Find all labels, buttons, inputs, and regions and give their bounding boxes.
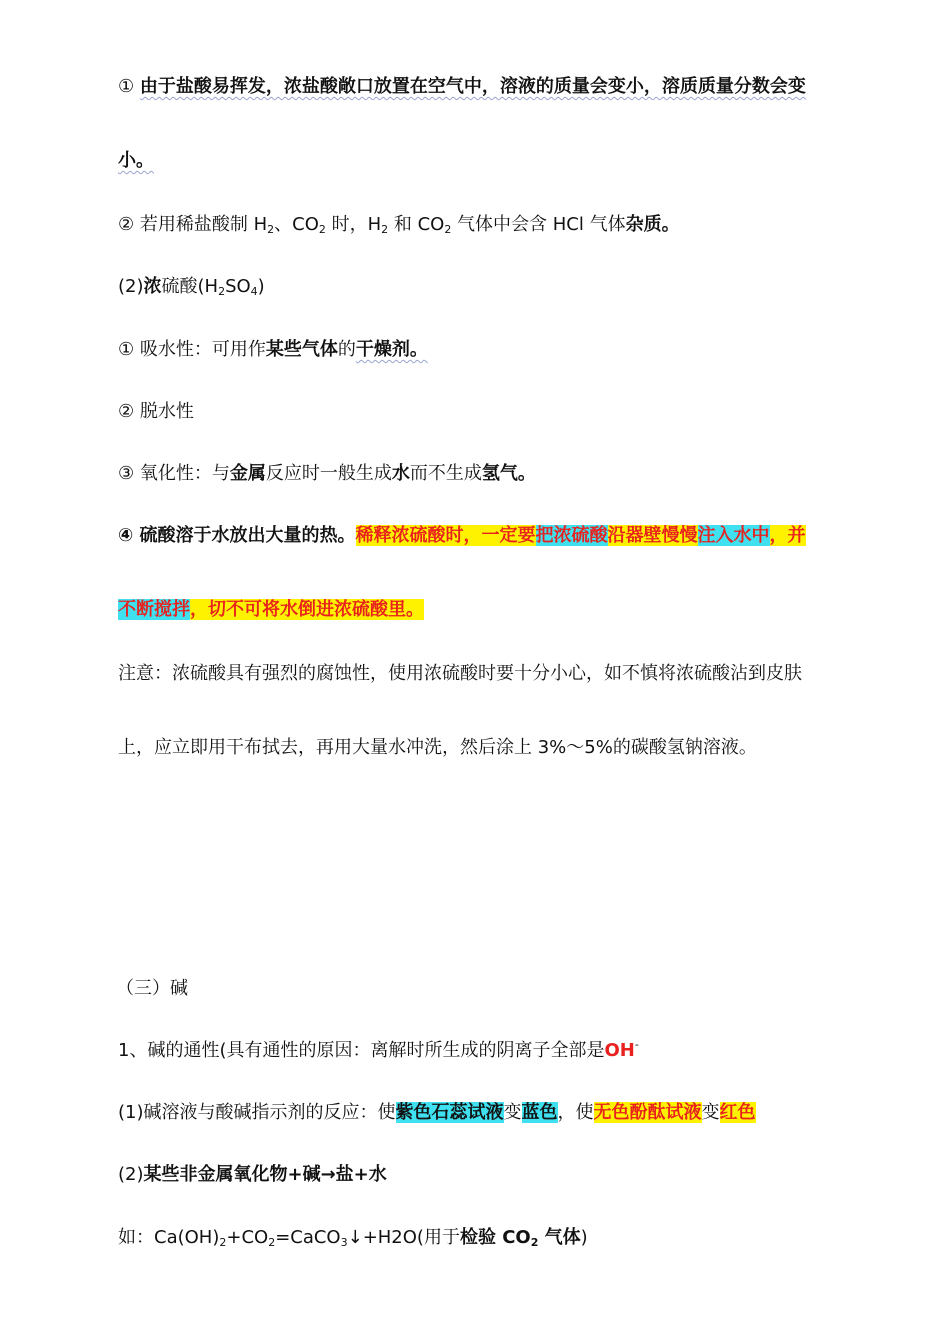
para-water-absorption <box>118 337 428 363</box>
text: ↓+H2O(用于 <box>347 1227 460 1248</box>
section-title: （三）碱 <box>116 978 188 999</box>
highlighted-text: 稀释浓硫酸时，一定要 <box>355 525 536 546</box>
text: 变 <box>503 1102 522 1123</box>
text: 时，H <box>325 214 382 235</box>
text: ② 若用稀盐酸制 H <box>118 214 268 235</box>
text: (2) <box>118 276 144 297</box>
text: =CaCO <box>275 1227 341 1248</box>
bold-text: 浓 <box>143 276 162 297</box>
text: (2) <box>118 1164 144 1185</box>
subscript: 2 <box>219 1236 227 1249</box>
subscript: 2 <box>530 1236 539 1249</box>
highlighted-text: 不断搅拌 <box>118 599 190 620</box>
text: 和 CO <box>388 214 445 235</box>
subscript: 2 <box>381 223 389 236</box>
para-caution-cont <box>118 735 757 761</box>
text: +CO <box>226 1227 269 1248</box>
bold-text: 干燥剂。 <box>355 339 428 360</box>
highlighted-text: 红色 <box>719 1102 756 1123</box>
subscript: 2 <box>444 223 452 236</box>
para-dilution-heat <box>118 523 806 549</box>
bold-text: 检验 CO <box>459 1227 531 1248</box>
text: ① 吸水性：可用作 <box>118 339 266 360</box>
para-dilution-heat-cont <box>118 597 424 623</box>
highlighted-text: ，并 <box>769 525 806 546</box>
highlighted-text: 把浓硫酸 <box>535 525 608 546</box>
highlighted-text: 无色酚酞试液 <box>593 1102 702 1123</box>
text: ，使 <box>557 1102 594 1123</box>
bold-text: 杂质。 <box>625 214 680 235</box>
text: 的 <box>337 339 356 360</box>
para-nonmetal-oxide <box>118 1162 387 1188</box>
subscript: 3 <box>340 1236 348 1249</box>
text: SO <box>225 276 251 297</box>
text: 注意：浓硫酸具有强烈的腐蚀性，使用浓硫酸时要十分小心，如不慎将浓硫酸沾到皮肤 <box>118 663 802 684</box>
highlighted-text: ，切不可将水倒进浓硫酸里。 <box>190 599 424 620</box>
text: 气体中会含 HCl 气体 <box>451 214 626 235</box>
bold-text: ④ 硫酸溶于水放出大量的热。 <box>118 525 356 546</box>
para-base-general <box>118 1038 639 1064</box>
para-example-equation <box>118 1225 588 1251</box>
bold-text: 水 <box>391 463 410 484</box>
bold-text: 某些气体 <box>265 339 338 360</box>
text: ) <box>257 276 265 297</box>
superscript: - <box>634 1038 639 1051</box>
text: (1)碱溶液与酸碱指示剂的反应：使 <box>118 1102 396 1123</box>
section-heading-bases <box>116 976 188 1002</box>
subscript: 2 <box>218 285 226 298</box>
subscript: 2 <box>318 223 326 236</box>
text: 反应时一般生成 <box>265 463 392 484</box>
highlighted-text: 蓝色 <box>521 1102 558 1123</box>
para-hcl-volatility <box>118 74 806 100</box>
text: 变 <box>701 1102 720 1123</box>
text: ③ 氧化性：与 <box>118 463 230 484</box>
bold-text: 金属 <box>229 463 266 484</box>
text: ② 脱水性 <box>118 401 194 422</box>
heading-sulfuric-acid <box>118 274 265 300</box>
bold-text: 气体 <box>538 1227 581 1248</box>
highlighted-text: 沿器壁慢慢 <box>607 525 698 546</box>
circled-number: ① <box>118 76 135 97</box>
text: 而不生成 <box>409 463 482 484</box>
text: 如：Ca(OH) <box>118 1227 220 1248</box>
bold-text: 氢气。 <box>481 463 536 484</box>
text: 上，应立即用干布拭去，再用大量水冲洗，然后涂上 3%～5%的碳酸氢钠溶液。 <box>118 737 757 758</box>
subscript: 4 <box>250 285 258 298</box>
bold-text: 小。 <box>118 150 154 171</box>
subscript: 2 <box>268 1236 276 1249</box>
text: 1、碱的通性(具有通性的原因：离解时所生成的阴离子全部是 <box>118 1040 605 1061</box>
highlighted-text: 注入水中 <box>697 525 770 546</box>
subscript: 2 <box>267 223 275 236</box>
highlighted-text: 紫色石蕊试液 <box>395 1102 504 1123</box>
para-caution <box>118 661 802 687</box>
para-dehydration <box>118 399 194 425</box>
bold-text: 某些非金属氧化物+碱→盐+水 <box>143 1164 387 1185</box>
para-indicator-reaction <box>118 1100 756 1126</box>
text: ) <box>580 1227 588 1248</box>
text: 硫酸(H <box>161 276 219 297</box>
para-hcl-volatility-cont <box>118 148 154 174</box>
text: 、CO <box>274 214 319 235</box>
para-hcl-impurity <box>118 212 680 238</box>
bold-text: 由于盐酸易挥发，浓盐酸敞口放置在空气中，溶液的质量会变小，溶质质量分数会变 <box>139 76 806 97</box>
para-oxidation <box>118 461 536 487</box>
red-text: OH <box>604 1040 635 1061</box>
